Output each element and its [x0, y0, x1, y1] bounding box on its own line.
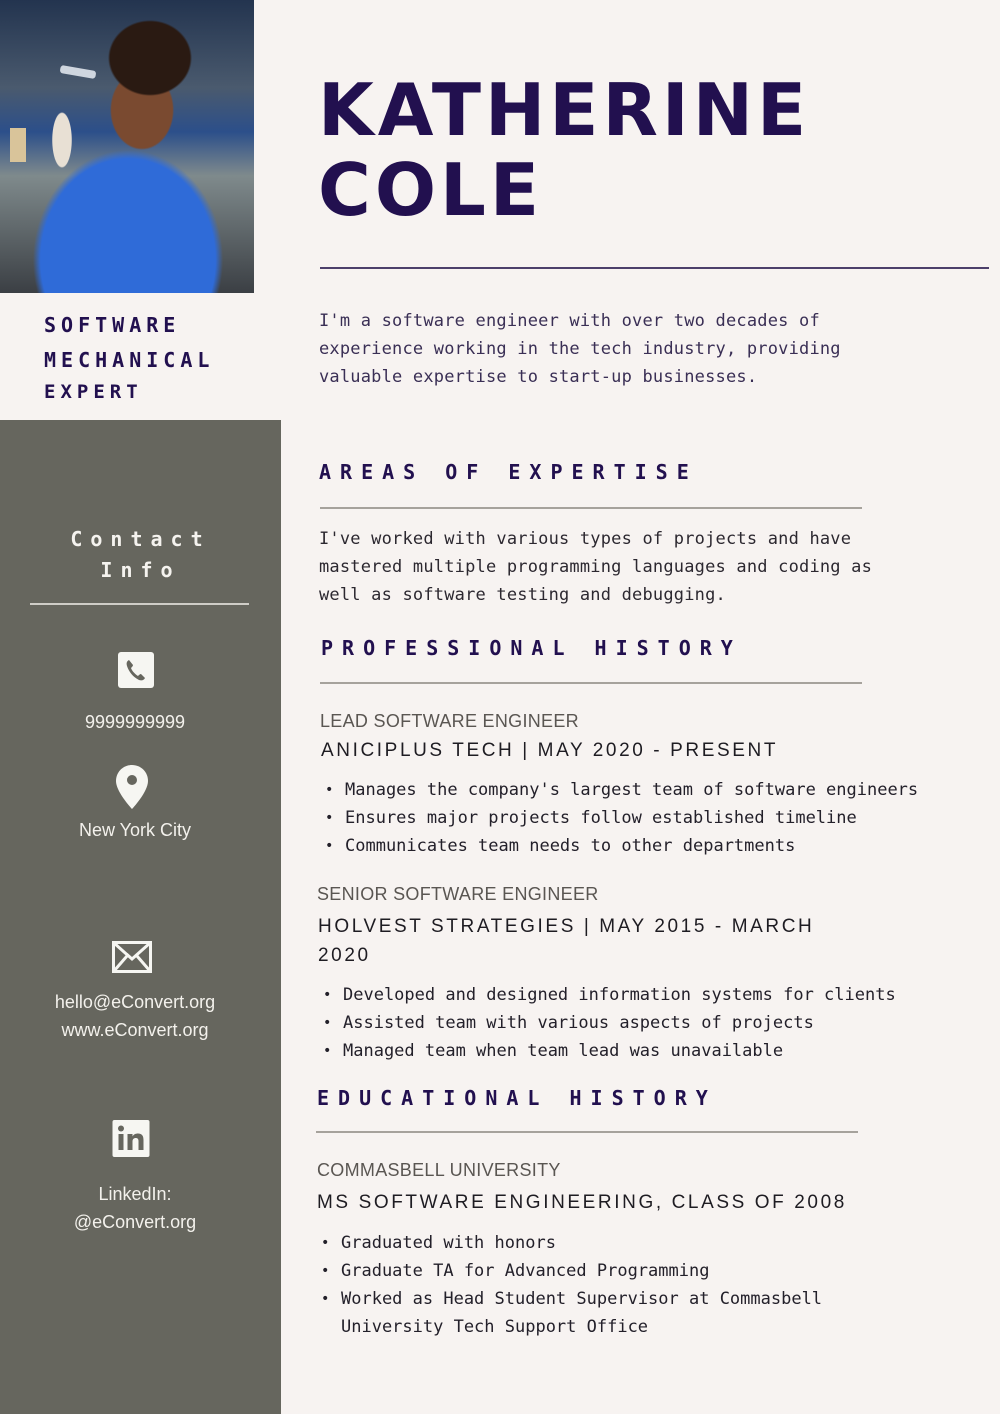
profile-summary: I'm a software engineer with over two decades of experience working in the tech industry, providing valuable expertise to start-up businesses.: [319, 311, 841, 387]
tagline-line: MECHANICAL: [44, 348, 215, 372]
list-item: • Manages the company's largest team of software engineers: [345, 776, 918, 804]
divider: [320, 682, 862, 684]
last-name: COLE: [318, 148, 544, 232]
job-bullets: [323, 776, 918, 860]
job-role: SENIOR SOFTWARE ENGINEER: [317, 884, 599, 904]
job-company-dates: HOLVEST STRATEGIES | MAY 2015 - MARCH 2020: [318, 916, 815, 966]
divider: [316, 1131, 858, 1133]
job-role: LEAD SOFTWARE ENGINEER: [320, 711, 579, 731]
list-item: • Developed and designed information systems for clients: [343, 981, 896, 1009]
candidate-name: [318, 70, 810, 230]
school-name: COMMASBELL UNIVERSITY: [317, 1160, 561, 1180]
tagline-line: EXPERT: [44, 381, 143, 403]
list-item: • Graduated with honors: [341, 1229, 901, 1257]
expertise-text: I've worked with various types of projects and have mastered multiple programming languages and coding as well as software testing and debugging.: [319, 529, 873, 605]
list-item: • Managed team when team lead was unavailable: [343, 1037, 896, 1065]
education-bullets: [319, 1229, 901, 1341]
heading-line: Contact: [70, 527, 211, 551]
heading-line: Info: [100, 558, 181, 582]
section-title-expertise: AREAS OF EXPERTISE: [319, 460, 698, 484]
tagline-line: SOFTWARE: [44, 313, 181, 337]
section-title-professional: PROFESSIONAL HISTORY: [321, 636, 742, 660]
location-text: New York City: [78, 820, 192, 840]
linkedin-handle[interactable]: @eConvert.org: [73, 1212, 197, 1232]
first-name: KATHERINE: [318, 68, 811, 152]
degree: MS SOFTWARE ENGINEERING, CLASS OF 2008: [317, 1192, 847, 1213]
divider: [320, 267, 989, 269]
job-company-dates: ANICIPLUS TECH | MAY 2020 - PRESENT: [321, 740, 779, 761]
list-item: • Ensures major projects follow established timeline: [345, 804, 918, 832]
email-link[interactable]: hello@eConvert.org: [54, 992, 216, 1012]
website-link[interactable]: www.eConvert.org: [61, 1020, 209, 1040]
list-item: • Assisted team with various aspects of projects: [343, 1009, 896, 1037]
divider: [320, 507, 862, 509]
job-bullets: [321, 981, 896, 1065]
list-item: • Communicates team needs to other departments: [345, 832, 918, 860]
list-item: • Graduate TA for Advanced Programming: [341, 1257, 901, 1285]
list-item: • Worked as Head Student Supervisor at Commasbell University Tech Support Office: [341, 1285, 901, 1341]
section-title-education: EDUCATIONAL HISTORY: [317, 1086, 717, 1110]
linkedin-label: LinkedIn:: [98, 1184, 172, 1204]
phone-number[interactable]: 9999999999: [84, 712, 186, 732]
